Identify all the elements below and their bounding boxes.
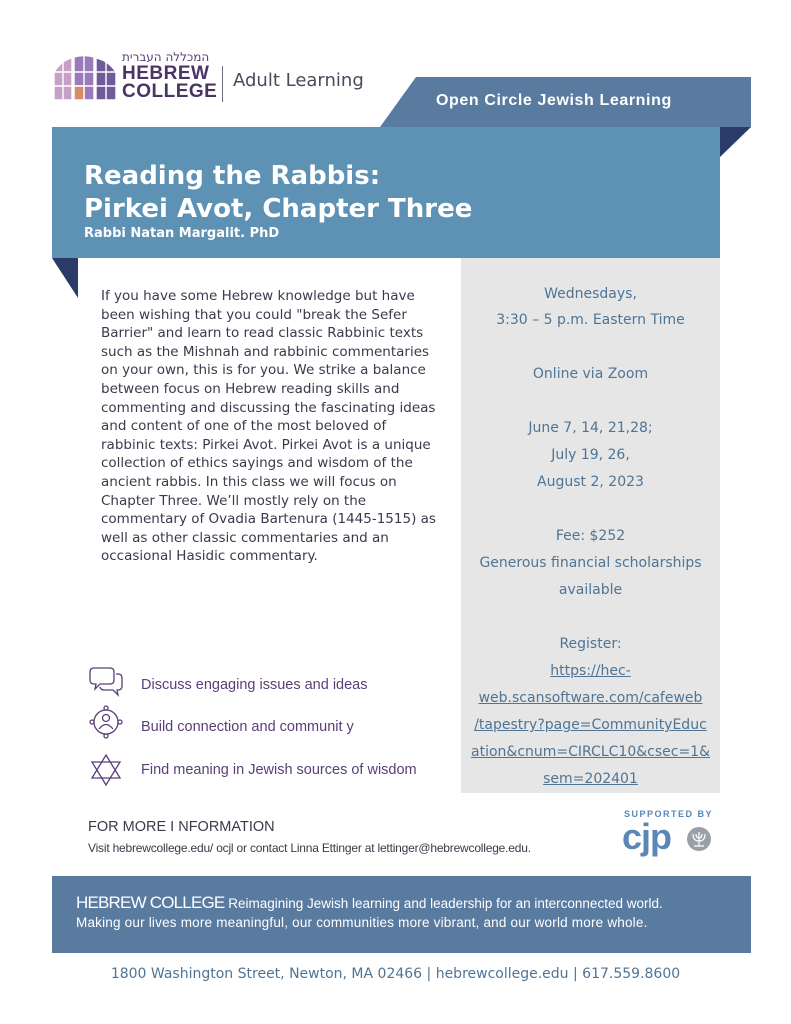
logo-name-line1: HEBREW <box>122 63 210 84</box>
class-fee: Fee: $252 <box>555 528 626 544</box>
scholarship-line2: available <box>558 582 623 598</box>
logo-wordmark <box>122 65 217 101</box>
register-link-line5[interactable]: sem=202401 <box>543 771 638 787</box>
feature-meaning: Find meaning in Jewish sources of wisdom <box>141 762 417 778</box>
class-dates-line1: June 7, 14, 21,28; <box>528 420 653 436</box>
tagline-line1 <box>76 893 663 913</box>
course-description: If you have some Hebrew knowledge but have been wishing that you could "break the Sefer Barrier" and learn to read classic Rabbinic texts such as the Mishnah and rabbinic commentaries on your own, this is for you. We strike a balance between focus on Hebrew reading skills and commenting and discussing the fascinating ideas and content of one of the most beloved of rabbinic texts: Pirkei Avot. Pirkei Avot is a unique collection of ethics sayings and wisdom of the ancient rabbis. In this class we will focus on Chapter Three. We’ll mostly rely on the commentary of Ovadia Bartenura (1445-1515) as well as other classic commentaries and an occasional Hasidic commentary. <box>101 288 436 565</box>
banner-fold-right <box>720 127 751 157</box>
menorah-icon <box>686 826 712 852</box>
register-link-line2[interactable]: web.scansoftware.com/cafeweb <box>478 690 703 706</box>
banner-fold-left <box>52 258 78 298</box>
footer-address: 1800 Washington Street, Newton, MA 02466 | hebrewcollege.edu | 617.559.8600 <box>110 966 681 982</box>
chat-bubbles-icon <box>88 664 124 698</box>
course-title-line2: Pirkei Avot, Chapter Three <box>84 194 473 224</box>
course-title-line1: Reading the Rabbis: <box>84 161 381 191</box>
logo-name-line2: COLLEGE <box>122 81 218 102</box>
more-info-text: Visit hebrewcollege.edu/ ocjl or contact Linna Ettinger at lettinger@hebrewcollege.edu. <box>88 841 531 855</box>
register-label: Register: <box>559 636 622 652</box>
feature-discuss: Discuss engaging issues and ideas <box>141 677 368 693</box>
community-icon <box>88 705 124 739</box>
register-link-line1[interactable]: https://hec- <box>550 663 631 679</box>
feature-connect: Build connection and communit y <box>141 719 354 735</box>
supported-by-label: SUPPORTED BY <box>624 809 714 819</box>
register-link-line3[interactable]: /tapestry?page=CommunityEduc <box>474 717 707 733</box>
footer-brand: HEBREW COLLEGE <box>76 893 225 912</box>
class-dates-line3: August 2, 2023 <box>537 474 644 490</box>
hebrew-college-logo-mark <box>52 52 118 104</box>
star-of-david-icon <box>88 753 124 787</box>
class-time: 3:30 – 5 p.m. Eastern Time <box>496 312 685 328</box>
register-link-line4[interactable]: ation&cnum=CIRCLC10&csec=1& <box>471 744 710 760</box>
logo-divider <box>222 66 223 102</box>
division-name: Adult Learning <box>233 70 364 91</box>
tagline-line2: Making our lives more meaningful, our communities more vibrant, and our world more whole. <box>76 915 648 930</box>
scholarship-line1: Generous financial scholarships <box>479 555 702 571</box>
class-day: Wednesdays, <box>544 286 637 302</box>
logo-hebrew-name: המכללה העברית <box>122 50 210 64</box>
more-info-heading: FOR MORE I NFORMATION <box>88 819 275 835</box>
program-name: Open Circle Jewish Learning <box>436 92 672 109</box>
course-title <box>84 160 472 226</box>
class-dates-line2: July 19, 26, <box>551 447 630 463</box>
footer-tagline: Reimagining Jewish learning and leadership for an interconnected world. <box>228 896 663 911</box>
instructor-name: Rabbi Natan Margalit. PhD <box>84 226 280 241</box>
cjp-logo-text: cjp <box>622 816 672 857</box>
class-location: Online via Zoom <box>532 366 649 382</box>
